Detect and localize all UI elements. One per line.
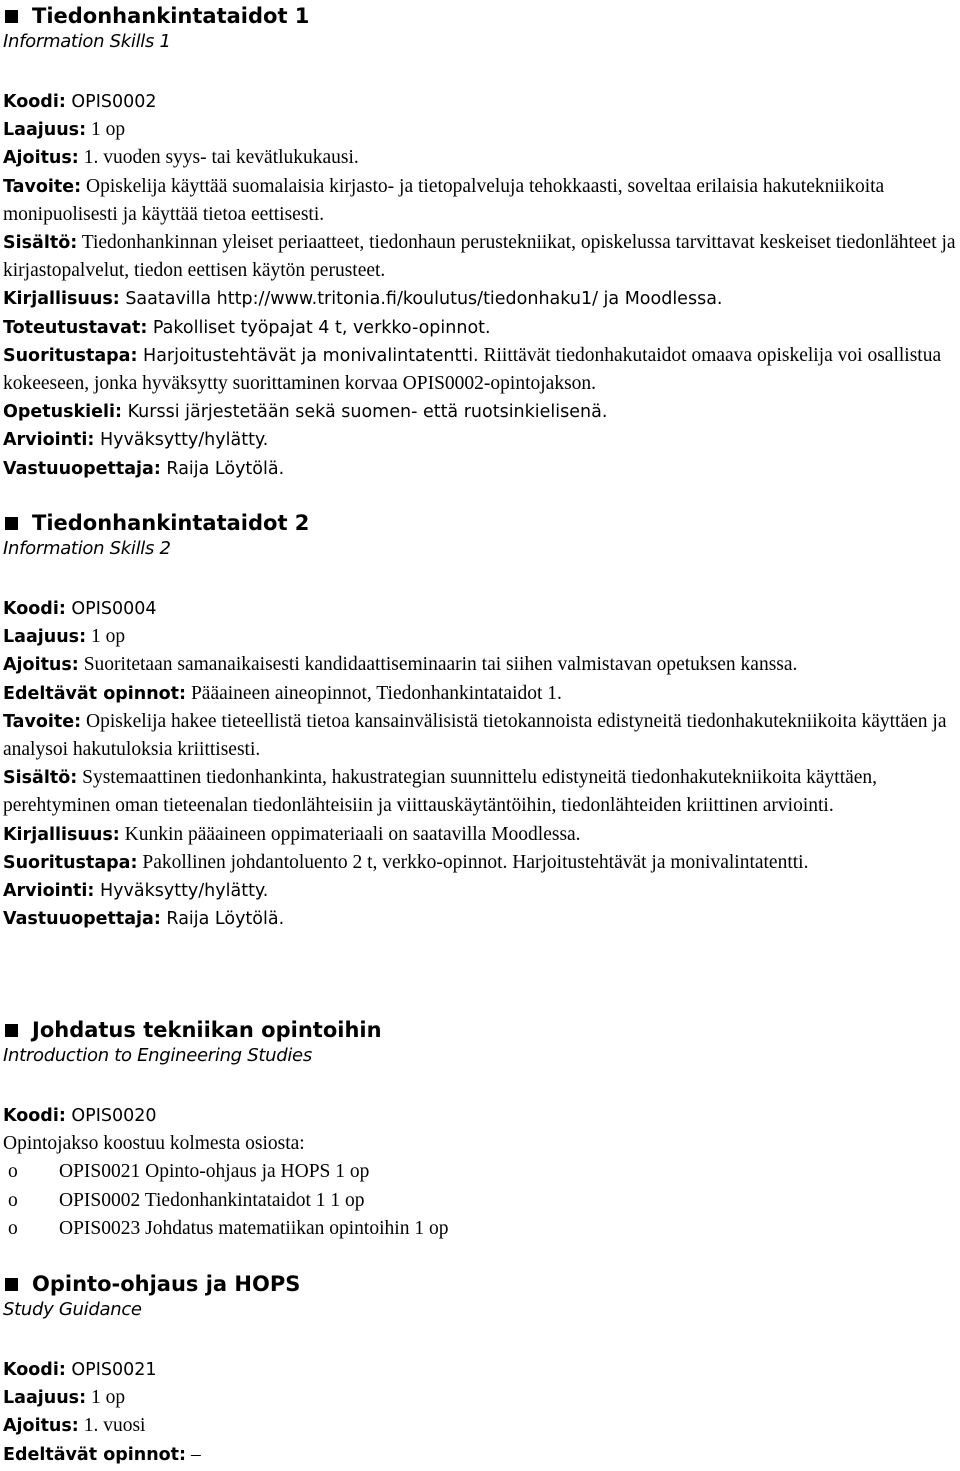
field-language: Opetuskieli: Kurssi järjestetään sekä suomen- että ruotsinkielisenä. — [3, 402, 608, 423]
field-completion: Suoritustapa: Pakollinen johdantoluento 2 t, verkko-opinnot. Harjoitustehtävät ja monivalintatentti. — [3, 851, 809, 873]
course-parts-list — [3, 1158, 958, 1243]
field-credits: Laajuus: 1 op — [3, 626, 126, 648]
field-teacher: Vastuuopettaja: Raija Löytölä. — [3, 458, 285, 479]
square-bullet-icon — [5, 10, 18, 23]
field-literature: Kirjallisuus: Kunkin pääaineen oppimateriaali on saatavilla Moodlessa. — [3, 823, 581, 845]
field-timing: Ajoitus: 1. vuosi — [3, 1415, 146, 1437]
course-subtitle: Study Guidance — [3, 1299, 142, 1320]
course-heading — [3, 507, 309, 539]
field-content: Sisältö: Tiedonhankinnan yleiset periaatteet, tiedonhaun perustekniikat, opiskelussa tarvittavat keskeiset tiedonlähteet ja kirjastopalvelut, tiedon eettisen käytön perusteet. — [3, 232, 956, 282]
field-code: Koodi: OPIS0004 — [3, 599, 157, 619]
field-implementation: Toteutustavat: Pakolliset työpajat 4 t, verkko-opinnot. — [3, 317, 491, 338]
course-heading — [3, 0, 309, 32]
field-timing: Ajoitus: Suoritetaan samanaikaisesti kandidaattiseminaarin tai siihen valmistavan opetuksen kanssa. — [3, 654, 798, 676]
field-assessment: Arviointi: Hyväksytty/hylätty. — [3, 430, 269, 451]
course-fields — [3, 1102, 958, 1243]
field-prerequisites: Edeltävät opinnot: – — [3, 1443, 201, 1465]
course-subtitle: Introduction to Engineering Studies — [3, 1045, 312, 1066]
list-marker: o — [8, 1161, 18, 1183]
course-parts-intro: Opintojakso koostuu kolmesta osiosta: — [3, 1133, 305, 1155]
field-credits: Laajuus: 1 op — [3, 1387, 126, 1409]
square-bullet-icon — [5, 1278, 18, 1291]
field-content: Sisältö: Systemaattinen tiedonhankinta, hakustrategian suunnittelu edistyneitä tiedonhakutekniikoita käyttäen, perehtyminen oman tieteenalan tiedonlähteisiin ja viittauskäytäntöihin, tiedonlähteiden kriittinen arviointi. — [3, 767, 878, 817]
field-goal: Tavoite: Opiskelija hakee tieteellistä tietoa kansainvälisistä tietokannoista edistyneitä tiedonhakutekniikoita käyttäen ja analysoi hakutuloksia kriittisesti. — [3, 710, 947, 761]
field-code: Koodi: OPIS0002 — [3, 92, 157, 112]
course-title: Johdatus tekniikan opintoihin — [32, 1018, 382, 1042]
course-fields — [3, 595, 958, 933]
field-timing: Ajoitus: 1. vuoden syys- tai kevätlukukausi. — [3, 147, 359, 169]
field-completion: Suoritustapa: Harjoitustehtävät ja monivalintatentti. Riittävät tiedonhakutaidot omaava opiskelija voi osallistua kokeeseen, jonka hyväksytty suorittaminen korvaa OPIS0002-opintojakson. — [3, 344, 942, 395]
list-marker: o — [8, 1217, 18, 1239]
field-code: Koodi: OPIS0021 — [3, 1360, 157, 1380]
course-subtitle: Information Skills 2 — [3, 538, 171, 559]
course-title: Opinto-ohjaus ja HOPS — [32, 1272, 301, 1296]
list-item: o OPIS0021 Opinto-ohjaus ja HOPS 1 op — [3, 1158, 958, 1186]
field-assessment: Arviointi: Hyväksytty/hylätty. — [3, 881, 269, 902]
square-bullet-icon — [5, 517, 18, 530]
list-item: o OPIS0002 Tiedonhankintataidot 1 1 op — [3, 1187, 958, 1215]
course-title: Tiedonhankintataidot 1 — [32, 4, 310, 28]
field-code: Koodi: OPIS0020 — [3, 1106, 157, 1126]
field-teacher: Vastuuopettaja: Raija Löytölä. — [3, 909, 285, 930]
course-title: Tiedonhankintataidot 2 — [32, 511, 310, 535]
square-bullet-icon — [5, 1024, 18, 1037]
course-fields — [3, 1356, 958, 1469]
field-literature: Kirjallisuus: Saatavilla http://www.tritonia.fi/koulutus/tiedonhaku1/ ja Moodlessa. — [3, 289, 723, 310]
list-marker: o — [8, 1189, 18, 1211]
list-item: o OPIS0023 Johdatus matematiikan opintoihin 1 op — [3, 1215, 958, 1243]
field-prerequisites: Edeltävät opinnot: Pääaineen aineopinnot, Tiedonhankintataidot 1. — [3, 682, 562, 704]
field-credits: Laajuus: 1 op — [3, 119, 126, 141]
course-heading — [3, 1014, 382, 1046]
course-fields — [3, 88, 958, 483]
course-heading — [3, 1268, 300, 1300]
course-subtitle: Information Skills 1 — [3, 31, 171, 52]
field-goal: Tavoite: Opiskelija käyttää suomalaisia kirjasto- ja tietopalveluja tehokkaasti, soveltaa erilaisia hakutekniikoita monipuolisesti ja käyttää tietoa eettisesti. — [3, 175, 885, 225]
